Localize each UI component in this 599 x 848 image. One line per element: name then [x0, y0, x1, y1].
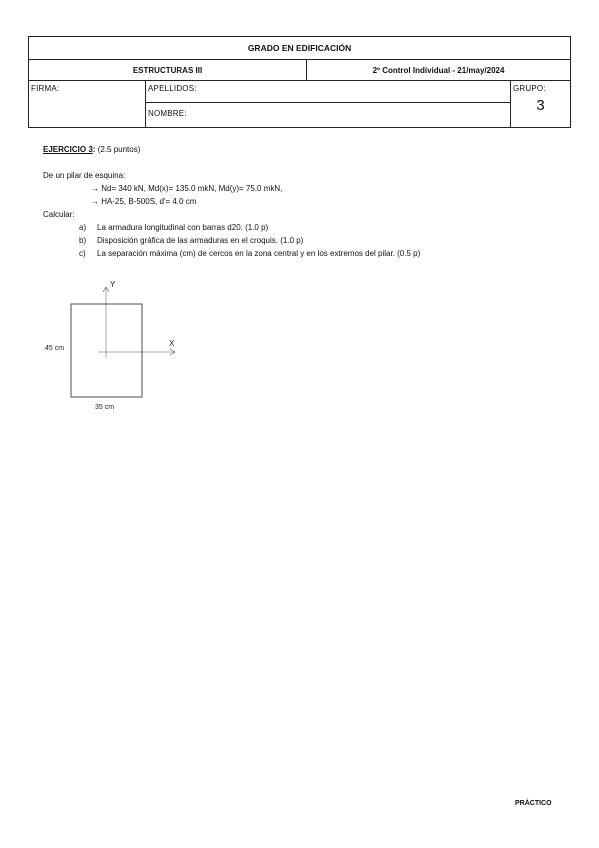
exercise-calcular: Calcular: [43, 210, 75, 219]
exam-header-table [28, 36, 571, 128]
column-section-rect [71, 304, 142, 397]
footer-label: PRÁCTICO [515, 800, 552, 807]
list-item [43, 221, 563, 234]
exam-info: 2º Control Individual - 21/may/2024 [307, 60, 571, 81]
x-axis-label: X [169, 339, 175, 348]
exercise-heading [43, 143, 563, 156]
list-item-text: La separación máxima (cm) de cercos en la zona central y en los extremos del pilar. (0.5 p) [97, 249, 421, 258]
list-item-letter: a) [79, 223, 87, 232]
width-dimension-label: 35 cm [95, 404, 115, 411]
grupo-value: 3 [536, 97, 545, 114]
list-item-text: La armadura longitudinal con barras d20. (1.0 p) [97, 223, 269, 232]
grupo-field [511, 81, 571, 128]
exercise-title: EJERCICIO 3 [43, 145, 93, 154]
apellidos-field[interactable] [146, 81, 511, 103]
list-item [43, 234, 563, 247]
course-name: ESTRUCTURAS III [29, 60, 307, 81]
exercise-points: (2.5 puntos) [97, 145, 141, 154]
height-dimension-label: 45 cm [45, 345, 65, 352]
firma-label: FIRMA: [31, 84, 60, 93]
list-item-letter: c) [79, 249, 86, 258]
list-item [43, 247, 563, 260]
grupo-label: GRUPO: [513, 84, 546, 93]
column-cross-section-sketch [40, 278, 190, 418]
nombre-label: NOMBRE: [148, 108, 187, 118]
exercise-data-line-2: → HA-25, B-500S, d'= 4.0 cm [91, 197, 197, 206]
exercise-intro: De un pilar de esquina: [43, 171, 126, 180]
apellidos-label: APELLIDOS: [148, 84, 197, 93]
exercise-data-line-1: → Nd= 340 kN, Md(x)= 135.0 mkN, Md(y)= 75.0 mkN, [91, 184, 283, 193]
exercise-title-colon: : [92, 145, 96, 154]
list-item-text: Disposición gráfica de las armaduras en el croquis. (1.0 p) [97, 236, 304, 245]
nombre-field[interactable] [146, 102, 511, 127]
list-item-letter: b) [79, 236, 87, 245]
firma-field[interactable] [29, 81, 146, 128]
exercise-block [43, 143, 563, 260]
degree-title: GRADO EN EDIFICACIÓN [29, 37, 571, 60]
y-axis-label: Y [110, 280, 116, 289]
